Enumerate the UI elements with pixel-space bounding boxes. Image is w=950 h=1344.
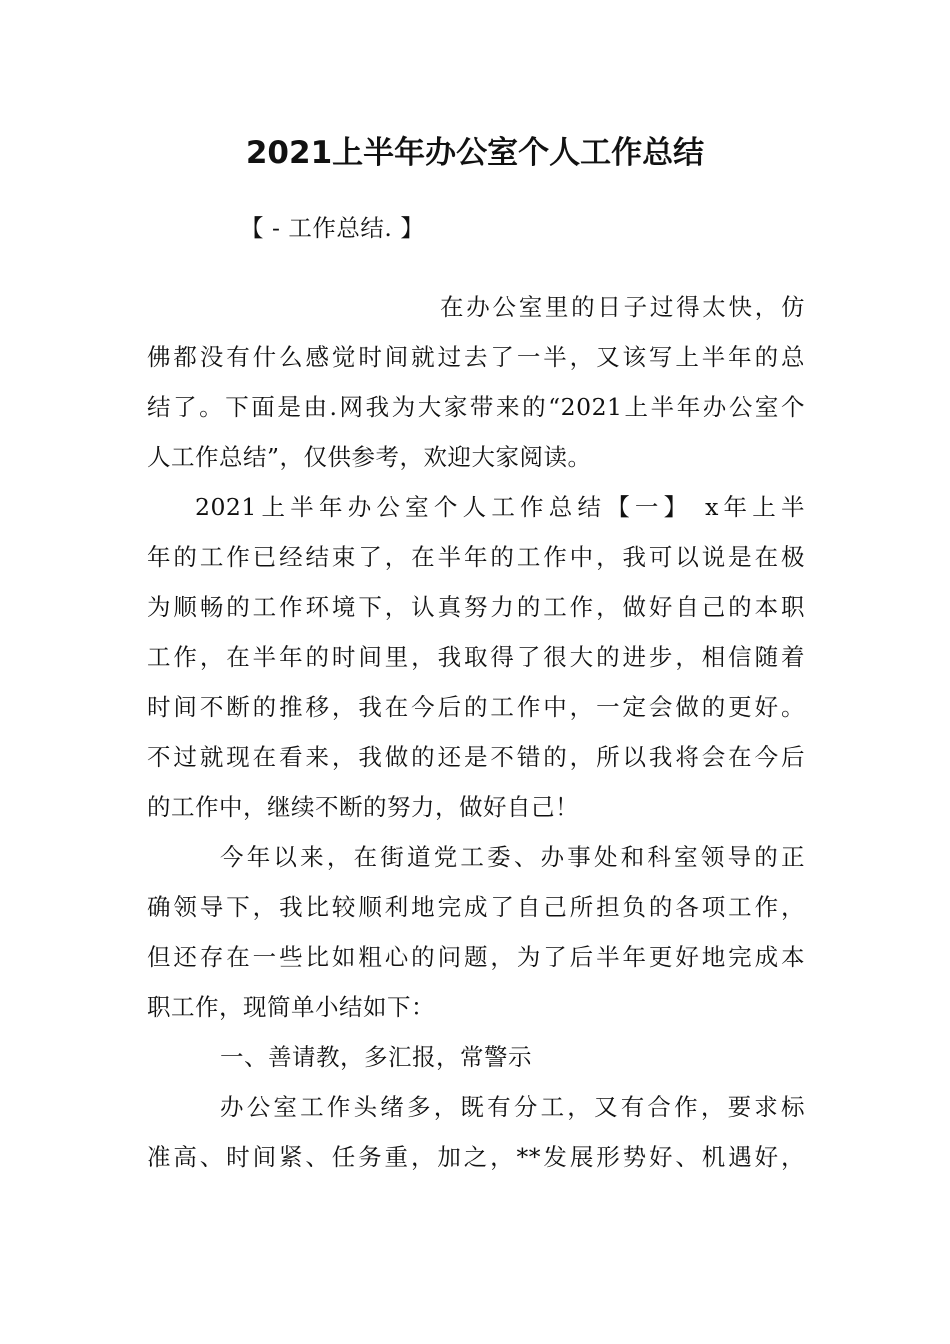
paragraph-line: 今年以来，在街道党工委、办事处和科室领导的正 — [220, 843, 805, 871]
subsection-heading: 一、善请教，多汇报，常警示 — [220, 1043, 532, 1071]
paragraph-line: 佛都没有什么感觉时间就过去了一半，又该写上半年的总 — [147, 343, 805, 371]
paragraph-line: 人工作总结”，仅供参考，欢迎大家阅读。 — [147, 443, 592, 471]
paragraph-line: 工作，在半年的时间里，我取得了很大的进步，相信随着 — [147, 643, 805, 671]
category-tag: 【 - 工作总结. 】 — [240, 214, 425, 242]
document-title: 2021上半年办公室个人工作总结 — [245, 135, 705, 171]
paragraph-line: 职工作，现简单小结如下： — [147, 993, 435, 1021]
paragraph-line: 结了。下面是由.网我为大家带来的“2021上半年办公室个 — [147, 393, 805, 421]
paragraph-line: 确领导下，我比较顺利地完成了自己所担负的各项工作， — [147, 893, 805, 921]
paragraph-line: 的工作中，继续不断的努力，做好自己！ — [147, 793, 579, 821]
paragraph-line: 但还存在一些比如粗心的问题，为了后半年更好地完成本 — [147, 943, 805, 971]
paragraph-line: 办公室工作头绪多，既有分工，又有合作，要求标 — [220, 1093, 805, 1121]
paragraph-line: 为顺畅的工作环境下，认真努力的工作，做好自己的本职 — [147, 593, 805, 621]
paragraph-line: 准高、时间紧、任务重，加之，**发展形势好、机遇好， — [147, 1143, 805, 1171]
paragraph-line: 时间不断的推移，我在今后的工作中，一定会做的更好。 — [147, 693, 805, 721]
paragraph-line: 在办公室里的日子过得太快，仿 — [440, 293, 805, 321]
paragraph-line: 年的工作已经结束了，在半年的工作中，我可以说是在极 — [147, 543, 805, 571]
paragraph-line: 不过就现在看来，我做的还是不错的，所以我将会在今后 — [147, 743, 805, 771]
section-heading-line: 2021上半年办公室个人工作总结【一】 x年上半 — [195, 493, 805, 521]
